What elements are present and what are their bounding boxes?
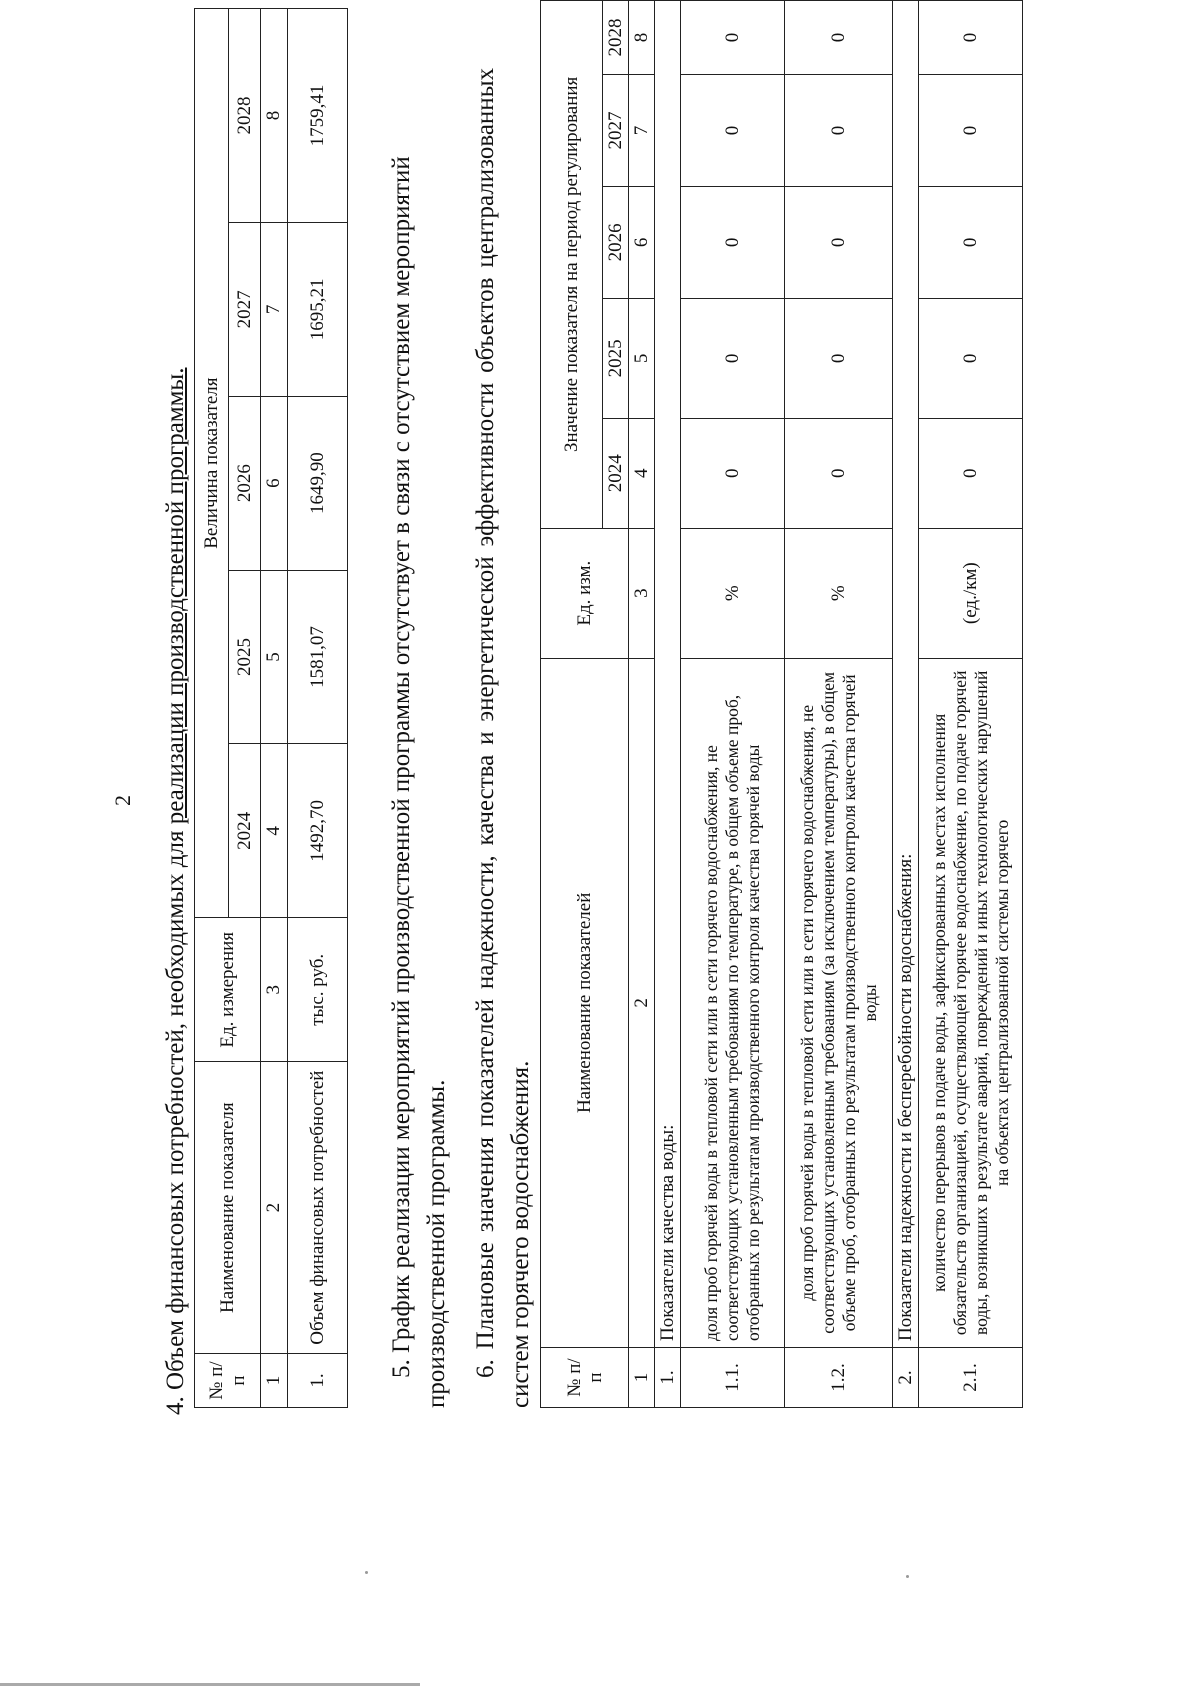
value-cell: 1695,21	[288, 222, 348, 396]
page-number: 2	[110, 795, 135, 806]
value-cell: 0	[785, 298, 893, 418]
value-cell: 0	[681, 298, 785, 418]
index-cell: 6	[629, 186, 655, 298]
year-header: 2025	[229, 570, 261, 744]
row-unit: (ед./км)	[919, 528, 1023, 658]
table-row	[288, 9, 348, 1408]
index-cell: 4	[261, 744, 288, 918]
section6-title: 6. Плановые значения показателей надежности, качества и энергетической эффективности объектов централизованных систем горячего водоснабжения.	[472, 68, 534, 1408]
value-cell: 0	[785, 1, 893, 75]
index-cell: 1	[261, 1354, 288, 1408]
row-num: 1.1.	[681, 1348, 785, 1408]
indicators-table	[540, 0, 1023, 1408]
row-name: Объем финансовых потребностей	[288, 1062, 348, 1354]
table-row	[785, 1, 893, 1408]
value-cell: 0	[919, 75, 1023, 187]
index-cell: 8	[261, 9, 288, 223]
col-num-header: № п/п	[195, 1354, 261, 1408]
group-num: 1.	[655, 1348, 681, 1408]
year-header: 2026	[603, 186, 629, 298]
row-name: доля проб горячей воды в тепловой сети или в сети горячего водоснабжения, не соответствующих установленным требованиям (за исключением температуры), в общем объеме проб, отобранных по результатам производственного контроля качества горячей воды	[785, 658, 893, 1347]
index-cell: 6	[261, 396, 288, 570]
year-header: 2028	[229, 9, 261, 223]
row-unit: тыс. руб.	[288, 918, 348, 1062]
year-header: 2025	[603, 298, 629, 418]
year-header: 2027	[603, 75, 629, 187]
value-group-header: Значение показателя на период регулирования	[541, 1, 603, 529]
row-unit: %	[785, 528, 893, 658]
section4-title	[162, 368, 190, 1415]
year-header: 2024	[229, 744, 261, 918]
col-name-header: Наименование показателей	[541, 658, 629, 1347]
year-header: 2024	[603, 418, 629, 528]
value-cell: 0	[785, 75, 893, 187]
index-cell: 7	[261, 222, 288, 396]
value-cell: 0	[681, 186, 785, 298]
year-header: 2026	[229, 396, 261, 570]
row-name: доля проб горячей воды в тепловой сети или в сети горячего водоснабжения, не соответствующих установленным требованиям по температуре, в общем объеме проб, отобранных по результатам производственного контроля качества горячей воды	[681, 658, 785, 1347]
financial-needs-table	[194, 8, 348, 1408]
index-cell: 3	[261, 918, 288, 1062]
section4-title-underlined: реализации производственной программы.	[162, 367, 189, 825]
value-cell: 0	[919, 418, 1023, 528]
table-header-row	[195, 9, 229, 1408]
scan-speck	[906, 1575, 909, 1578]
group-row	[893, 1, 919, 1408]
value-cell: 1649,90	[288, 396, 348, 570]
row-num: 2.1.	[919, 1348, 1023, 1408]
index-cell: 5	[261, 570, 288, 744]
index-cell: 5	[629, 298, 655, 418]
index-cell: 2	[261, 1062, 288, 1354]
scan-speck	[365, 1571, 368, 1574]
group-row	[655, 1, 681, 1408]
index-cell: 3	[629, 528, 655, 658]
group-title: Показатели надежности и бесперебойности водоснабжения:	[893, 1, 919, 1348]
value-cell: 1581,07	[288, 570, 348, 744]
value-group-header: Величина показателя	[195, 9, 229, 918]
value-cell: 0	[919, 186, 1023, 298]
index-cell: 7	[629, 75, 655, 187]
col-unit-header: Ед. изм.	[541, 528, 629, 658]
section5-text: 5. График реализации мероприятий производственной программы отсутствует в связи с отсутствием мероприятий производственной программы.	[388, 156, 450, 1408]
row-num: 1.	[288, 1354, 348, 1408]
index-cell: 4	[629, 418, 655, 528]
row-unit: %	[681, 528, 785, 658]
group-num: 2.	[893, 1348, 919, 1408]
value-cell: 0	[919, 1, 1023, 75]
table-header-row	[541, 1, 603, 1408]
col-unit-header: Ед. измерения	[195, 918, 261, 1062]
value-cell: 0	[681, 418, 785, 528]
table-index-row	[629, 1, 655, 1408]
value-cell: 0	[681, 75, 785, 187]
value-cell: 0	[785, 418, 893, 528]
year-header: 2027	[229, 222, 261, 396]
table-row	[919, 1, 1023, 1408]
section4-title-text: 4. Объем финансовых потребностей, необходимых для	[162, 824, 189, 1415]
row-num: 1.2.	[785, 1348, 893, 1408]
col-name-header: Наименование показателя	[195, 1062, 261, 1354]
table-index-row	[261, 9, 288, 1408]
table-row	[681, 1, 785, 1408]
index-cell: 2	[629, 658, 655, 1347]
group-title: Показатели качества воды:	[655, 1, 681, 1348]
col-num-header: № п/п	[541, 1348, 629, 1408]
value-cell: 1759,41	[288, 9, 348, 223]
value-cell: 0	[919, 298, 1023, 418]
value-cell: 1492,70	[288, 744, 348, 918]
value-cell: 0	[785, 186, 893, 298]
index-cell: 8	[629, 1, 655, 75]
row-name: количество перерывов в подаче воды, зафиксированных в местах исполнения обязательств организацией, осуществляющей горячее водоснабжение, по подаче горячей воды, возникших в результате аварий, повреждений и иных технологических нарушений на объектах централизованной системы горячего	[919, 658, 1023, 1347]
index-cell: 1	[629, 1348, 655, 1408]
value-cell: 0	[681, 1, 785, 75]
year-header: 2028	[603, 1, 629, 75]
